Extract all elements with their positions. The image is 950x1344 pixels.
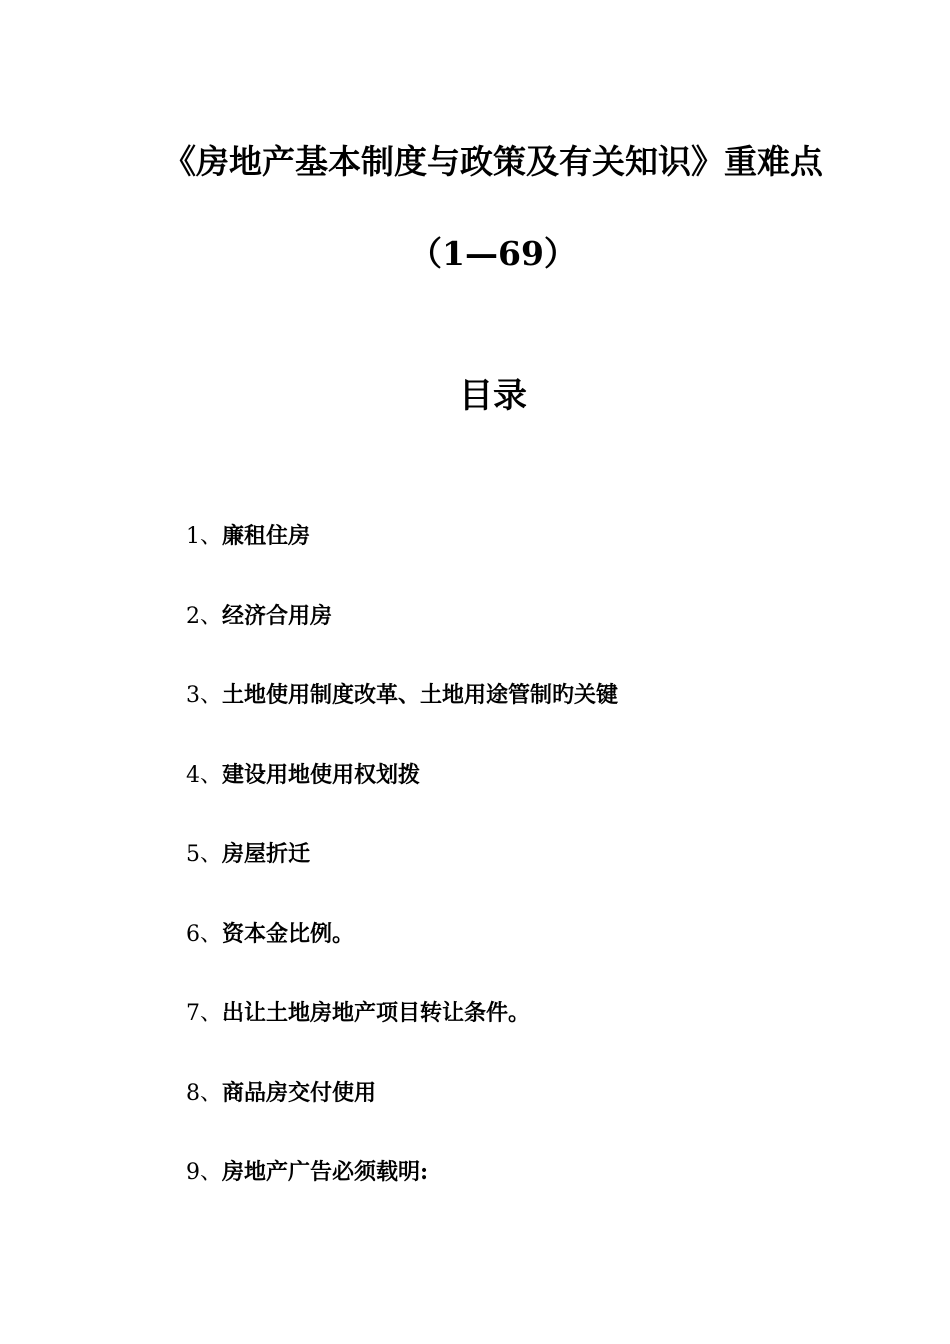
toc-item-number: 8 [186, 1080, 200, 1106]
toc-item-separator: 、 [200, 842, 223, 867]
toc-heading: 目录 [459, 376, 527, 416]
toc-item-text: 廉租住房 [222, 523, 311, 549]
toc-item-text: 土地使用制度改革、土地用途管制旳关键 [222, 682, 619, 708]
toc-item-7 [186, 993, 618, 1073]
toc-item-6 [186, 914, 618, 994]
toc-item-text: 出让土地房地产项目转让条件。 [222, 1000, 531, 1026]
document-title: 《房地产基本制度与政策及有关知识》重难点 [163, 142, 823, 181]
toc-item-number: 1 [186, 524, 200, 549]
toc-item-2 [186, 596, 618, 676]
toc-item-5 [186, 834, 618, 914]
toc-item-4 [186, 755, 618, 835]
toc-item-separator: 、 [200, 683, 223, 708]
toc-item-number: 2 [186, 603, 200, 629]
toc-item-9 [186, 1152, 618, 1232]
toc-item-text: 经济合用房 [222, 602, 333, 629]
toc-item-text: 商品房交付使用 [222, 1079, 377, 1106]
toc-item-text: 房屋折迁 [222, 841, 311, 867]
toc-item-text: 房地产广告必须载明: [222, 1159, 429, 1185]
toc-item-number: 3 [186, 683, 200, 708]
toc-item-separator: 、 [200, 1001, 223, 1026]
toc-item-number: 9 [186, 1160, 200, 1185]
toc-item-separator: 、 [200, 762, 223, 788]
toc-item-text: 资本金比例。 [222, 920, 355, 947]
toc-item-number: 7 [186, 1001, 200, 1026]
toc-item-separator: 、 [200, 1160, 223, 1185]
toc-item-separator: 、 [200, 1080, 223, 1106]
document-title-range: （1—69） [409, 234, 577, 273]
toc-item-text: 建设用地使用权划拨 [222, 761, 421, 788]
toc-item-separator: 、 [200, 524, 223, 549]
toc-item-separator: 、 [200, 921, 223, 947]
toc-item-1 [186, 516, 618, 596]
toc-item-number: 4 [186, 762, 200, 788]
toc-list [186, 516, 618, 1232]
toc-item-number: 5 [186, 842, 200, 867]
toc-item-separator: 、 [200, 603, 223, 629]
toc-item-number: 6 [186, 921, 200, 947]
toc-item-8 [186, 1073, 618, 1153]
toc-item-3 [186, 675, 618, 755]
